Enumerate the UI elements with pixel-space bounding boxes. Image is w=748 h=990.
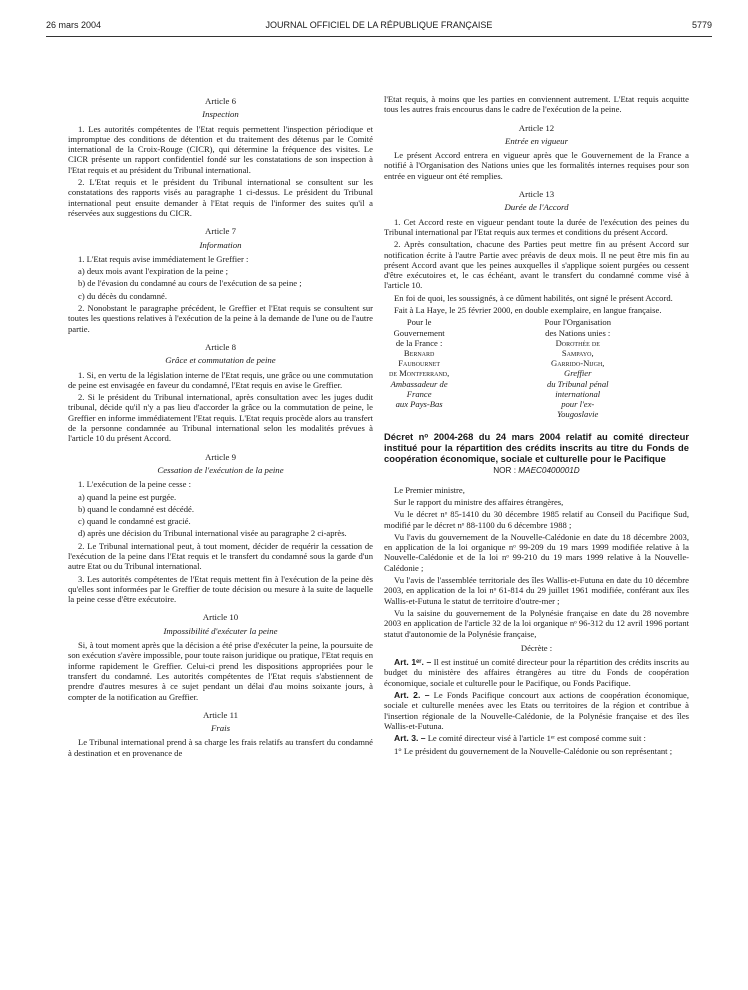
sig-right-role: Greffier xyxy=(564,368,592,379)
art-1-label: Art. 1ᵉʳ. – xyxy=(394,657,432,668)
article-6-para-1: 1. Les autorités compétentes de l'Etat requis permettent l'inspection périodique et impromptue des conditions de détention et du traitement des détenus par le Comité international de la Croix-Rouge (CICR), qui détermine la fréquence des visites. Le CICR présente un rapport confidentiel fondé sur les constatations de son inspection à l'Etat requis et au président du Tribunal international. xyxy=(68,123,373,175)
article-13-title: Article 13 xyxy=(518,189,555,200)
header-date: 26 mars 2004 xyxy=(46,20,102,30)
article-11-subtitle: Frais xyxy=(210,723,231,734)
visa-wallis-futuna: Vu l'avis de l'assemblée territoriale des îles Wallis-et-Futuna en date du 10 décembre 2003, en application de la loi nᵒ 61-814 du 29 juillet 1961 modifiée, conférant aux îles Wallis-et-Futuna le statut de territoire d'outre-mer ; xyxy=(384,575,689,606)
article-11-continuation: l'Etat requis, à moins que les parties en conviennent autrement. L'Etat requis acquitte tous les autres frais encourus dans le cadre de l'exécution de la peine. xyxy=(384,94,689,115)
left-column xyxy=(68,96,373,760)
article-7-title: Article 7 xyxy=(204,226,237,237)
header-journal-title: JOURNAL OFFICIEL DE LA RÉPUBLIQUE FRANÇAISE xyxy=(265,20,493,30)
sig-right-role-2: du Tribunal pénal international xyxy=(546,378,609,399)
art-3-item-1: 1° Le président du gouvernement de la Nouvelle-Calédonie ou son représentant ; xyxy=(394,745,673,756)
sig-left-line-1: Pour le Gouvernement xyxy=(393,317,445,338)
art-1 xyxy=(384,657,689,688)
article-13-para-2: 2. Après consultation, chacune des Parties peut mettre fin au présent Accord sur notification écrite à l'autre Partie avec préavis de deux mois. Il ne peut être mis fin au présent Accord avant que les peines auxquelles il s'applique soient purgées ou cessent d'être exécutoires et, le cas échéant, avant le transfert du condamné comme visé à l'article 10. xyxy=(384,239,689,291)
article-6-title: Article 6 xyxy=(204,96,237,106)
article-8-title: Article 8 xyxy=(204,341,237,352)
sig-left-line-2: de la France : xyxy=(395,337,443,348)
article-9-item-b: b) quand le condamné est décédé. xyxy=(78,503,194,514)
header-page-number: 5779 xyxy=(691,20,712,30)
article-6-subtitle: Inspection xyxy=(202,109,239,120)
visa-rapport: Sur le rapport du ministre des affaires étrangères, xyxy=(394,496,564,507)
article-13-para-1: 1. Cet Accord reste en vigueur pendant toute la durée de l'exécution des peines du Tribunal international par l'Etat requis aux termes et conditions du présent Accord. xyxy=(384,216,689,237)
sig-right-line-1: Pour l'Organisation xyxy=(544,317,612,328)
signature-block xyxy=(384,317,689,419)
header-rule xyxy=(46,36,712,37)
sig-right-line-2: des Nations unies : xyxy=(545,327,611,338)
article-7-item-c: c) du décès du condamné. xyxy=(78,290,168,301)
article-9-para-3: 3. Les autorités compétentes de l'Etat requis mettent fin à l'exécution de la peine dès qu'elles sont informées par le Greffier de toute décision ou mesure à la suite de laquelle la peine cesse d'être exécutoire. xyxy=(68,573,373,605)
fait-a-la-haye: Fait à La Haye, le 25 février 2000, en double exemplaire, en langue française. xyxy=(394,305,662,316)
article-9-para-2: 2. Le Tribunal international peut, à tout moment, décider de requérir la cessation de l'exécution de la peine dans l'Etat requis et le transfert du condamné sous la garde d'un autre Etat ou du Tribunal international. xyxy=(68,540,373,572)
article-12-title: Article 12 xyxy=(518,122,555,133)
art-1-text: Il est institué un comité directeur pour la répartition des crédits inscrits au budget du ministère des affaires étrangères au titre du Fonds de coopération économique, sociale et culturelle pour le Pacifique, ou Fonds Pacifique. xyxy=(384,657,689,688)
visa-polynesie: Vu la saisine du gouvernement de la Polynésie française en date du 28 novembre 2003 en application de l'article 32 de la loi organique nᵒ 96-312 du 12 avril 1996 portant statut d'autonomie de la Polynésie française, xyxy=(384,607,689,639)
article-10-para-1: Si, à tout moment après que la décision a été prise d'exécuter la peine, la poursuite de son exécution s'avère impossible, pour toute raison juridique ou pratique, l'Etat requis en informe rapidement le Greffier. Celui-ci prend les dispositions appropriées pour le transfert du condamné. Les autorités compétentes de l'Etat requis s'abstiennent de prendre d'autres mesures à ce sujet pendant un délai d'au moins soixante jours, à compter de la notification au Greffier. xyxy=(68,640,373,702)
en-foi-de-quoi: En foi de quoi, les soussignés, à ce dûment habilités, ont signé le présent Accord. xyxy=(394,292,673,303)
article-12-para-1: Le présent Accord entrera en vigueur après que le Gouvernement de la France a notifié à l'Organisation des Nations unies que les formalités internes requises pour son entrée en vigueur ont été remplies. xyxy=(384,150,689,181)
art-2-label: Art. 2. – xyxy=(394,690,430,701)
article-7-para-2: 2. Nonobstant le paragraphe précédent, le Greffier et l'Etat requis se consultent sur toutes les questions relatives à l'exécution de la peine à la demande de l'une ou de l'autre partie. xyxy=(68,303,373,334)
article-9-item-c: c) quand le condamné est gracié. xyxy=(78,516,191,527)
visa-decret-85: Vu le décret nᵒ 85-1410 du 30 décembre 1985 relatif au Conseil du Pacifique Sud, modifié par le décret nᵒ 88-1100 du 6 décembre 1988 ; xyxy=(384,509,689,530)
art-2-text: Le Fonds Pacifique concourt aux actions de coopération économique, sociale et culturelle menées avec les Etats ou territoires de la région et contribue à l'insertion régionale de la Nouvelle-Calédonie, de la Polynésie française et des îles Wallis-et-Futuna. xyxy=(384,690,689,731)
decree-title: Décret nᵒ 2004-268 du 24 mars 2004 relatif au comité directeur institué pour la répartition des crédits inscrits au titre du Fonds de coopération économique, sociale et culturelle pour le Pacifique xyxy=(384,431,689,465)
article-9-item-d: d) après une décision du Tribunal international visée au paragraphe 2 ci-après. xyxy=(78,528,347,539)
nor-code: MAEC0400001D xyxy=(518,466,580,476)
right-column xyxy=(384,94,689,758)
article-7-subtitle: Information xyxy=(199,239,242,250)
article-7-para-1: 1. L'Etat requis avise immédiatement le Greffier : xyxy=(78,253,249,264)
visa-nouvelle-caledonie: Vu l'avis du gouvernement de la Nouvelle-Calédonie en date du 18 décembre 2003, en application de la loi organique nᵒ 99-209 du 19 mars 1999 modifiée relative à la Nouvelle-Calédonie et de la loi nᵒ 99-210 du 19 mars 1999 relative à la Nouvelle-Calédonie ; xyxy=(384,531,689,573)
art-3-label: Art. 3. – xyxy=(394,733,426,744)
article-7-item-b: b) de l'évasion du condamné au cours de l'exécution de sa peine ; xyxy=(78,278,302,289)
article-8-para-2: 2. Si le président du Tribunal international, après consultation avec les juges dudit tribunal, décide qu'il n'y a pas lieu d'accorder la grâce ou la commutation de peine, le Greffier en informe immédiatement l'Etat requis. L'Etat requis procède alors au transfert de la personne condamnée au Tribunal international selon les modalités prévues à l'article 10 du présent Accord. xyxy=(68,392,373,444)
sig-right-name-2: Garrido-Nijgh, xyxy=(551,358,605,369)
sig-left-role: Ambassadeur de France xyxy=(390,378,448,399)
art-3 xyxy=(384,733,689,743)
sig-left-name-2: de Montferrand, xyxy=(388,368,450,379)
sig-right-name: Dorothée de Sampayo, xyxy=(555,337,600,358)
article-11-title: Article 11 xyxy=(202,709,239,720)
article-9-para-1: 1. L'exécution de la peine cesse : xyxy=(78,479,191,490)
article-10-subtitle: Impossibilité d'exécuter la peine xyxy=(163,625,278,636)
article-10-title: Article 10 xyxy=(202,612,239,623)
article-11-para-1: Le Tribunal international prend à sa charge les frais relatifs au transfert du condamné à destination et en provenance de xyxy=(68,737,373,758)
article-9-subtitle: Cessation de l'exécution de la peine xyxy=(157,464,284,475)
visa-premier-ministre: Le Premier ministre, xyxy=(394,484,465,495)
article-8-para-1: 1. Si, en vertu de la législation interne de l'Etat requis, une grâce ou une commutation de peine est envisagée en faveur du condamné, l'Etat requis en avise le Greffier. xyxy=(68,369,373,390)
art-3-text: Le comité directeur visé à l'article 1ᵉʳ est composé comme suit : xyxy=(427,733,646,744)
sig-left-role-2: aux Pays-Bas xyxy=(395,398,443,409)
article-6-para-2: 2. L'Etat requis et le président du Tribunal international se consultent sur les constatations des rapports visés au paragraphe 1 ci-dessus. Le président du Tribunal international peut ensuite demander à l'Etat requis de l'informer des suites qu'il a réservées aux suggestions du CICR. xyxy=(68,177,373,218)
art-2 xyxy=(384,690,689,731)
article-9-title: Article 9 xyxy=(204,451,237,462)
decrete: Décrète : xyxy=(520,642,553,653)
sig-right-role-3: pour l'ex-Yougoslavie xyxy=(557,398,599,420)
signature-france xyxy=(384,317,530,419)
article-8-subtitle: Grâce et commutation de peine xyxy=(165,355,276,366)
signature-un xyxy=(543,317,689,419)
article-7-item-a: a) deux mois avant l'expiration de la peine ; xyxy=(78,266,228,277)
article-9-item-a: a) quand la peine est purgée. xyxy=(78,491,177,502)
article-13-subtitle: Durée de l'Accord xyxy=(504,202,569,213)
page-header xyxy=(46,20,712,34)
nor-label: NOR : xyxy=(493,466,516,476)
sig-left-name: Bernard Faubournet xyxy=(398,347,441,369)
nor-reference xyxy=(384,466,689,476)
article-12-subtitle: Entrée en vigueur xyxy=(504,135,569,146)
